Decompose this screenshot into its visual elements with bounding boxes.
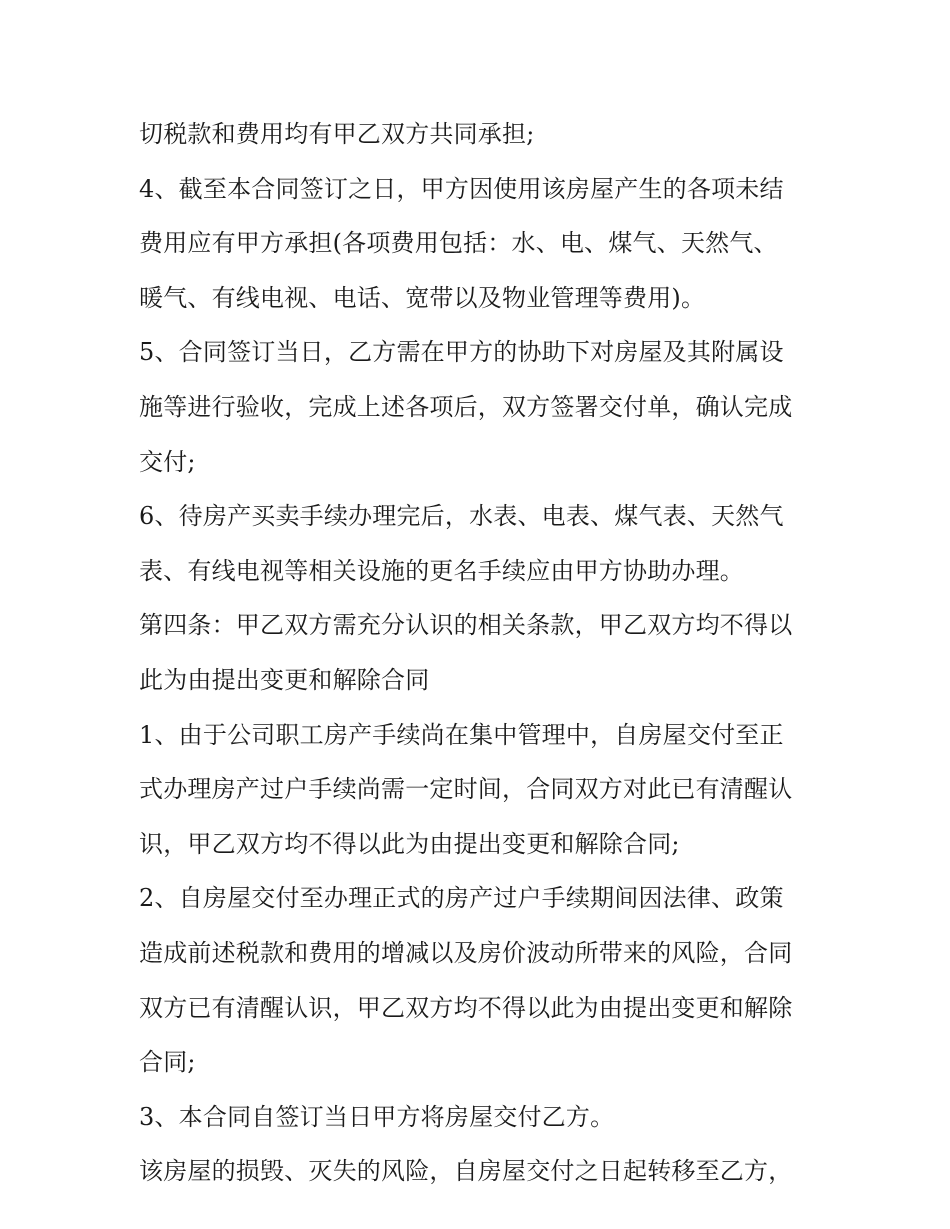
text-line: 5、合同签订当日，乙方需在甲方的协助下对房屋及其附属设: [139, 338, 784, 367]
text-line: 1、由于公司职工房产手续尚在集中管理中，自房屋交付至正: [139, 720, 784, 749]
document-body: [139, 107, 829, 1199]
text-line: 费用应有甲方承担(各项费用包括：水、电、煤气、天然气、: [139, 229, 778, 258]
text-line: 3、本合同自签订当日甲方将房屋交付乙方。: [139, 1102, 615, 1131]
text-line: 造成前述税款和费用的增减以及房价波动所带来的风险，合同: [139, 938, 793, 967]
section-heading-line: 第四条：甲乙双方需充分认识的相关条款，甲乙双方均不得以: [139, 611, 793, 640]
text-line: 表、有线电视等相关设施的更名手续应由甲方协助办理。: [139, 556, 744, 585]
text-line: 该房屋的损毁、灭失的风险，自房屋交付之日起转移至乙方，: [139, 1157, 793, 1186]
section-heading-line: 此为由提出变更和解除合同: [139, 665, 430, 694]
text-line: 切税款和费用均有甲乙双方共同承担;: [139, 120, 535, 148]
text-line: 暖气、有线电视、电话、宽带以及物业管理等费用)。: [139, 283, 706, 312]
text-line: 2、自房屋交付至办理正式的房产过户手续期间因法律、政策: [139, 884, 784, 913]
text-line: 6、待房产买卖手续办理完后，水表、电表、煤气表、天然气: [139, 502, 784, 531]
text-line: 4、截至本合同签订之日，甲方因使用该房屋产生的各项未结: [139, 174, 784, 203]
text-line: 识，甲乙双方均不得以此为由提出变更和解除合同;: [139, 829, 680, 858]
text-line: 式办理房产过户手续尚需一定时间，合同双方对此已有清醒认: [139, 775, 793, 804]
text-line: 交付;: [139, 447, 196, 476]
text-line: 施等进行验收，完成上述各项后，双方签署交付单，确认完成: [139, 392, 793, 421]
text-line: 双方已有清醒认识，甲乙双方均不得以此为由提出变更和解除: [139, 993, 793, 1022]
text-line: 合同;: [139, 1048, 196, 1077]
